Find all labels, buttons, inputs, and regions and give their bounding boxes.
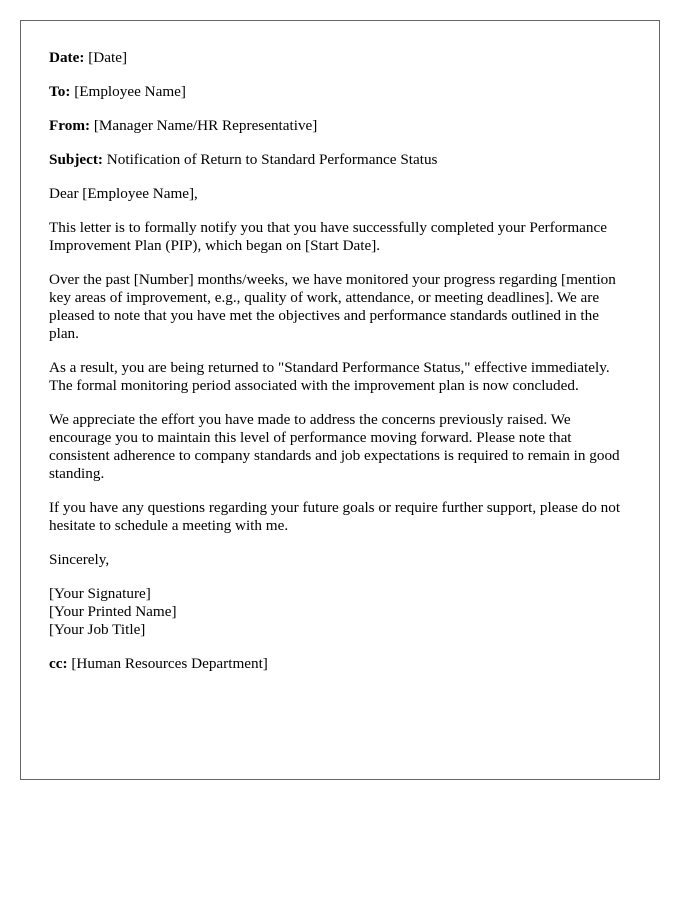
date-value: [Date] xyxy=(84,49,128,66)
salutation: Dear [Employee Name], xyxy=(49,185,198,202)
body-paragraph-3: As a result, you are being returned to "Standard Performance Status," effective immediately. The formal monitoring period associated with the improvement plan is now concluded. xyxy=(49,359,610,394)
body-paragraph-1: This letter is to formally notify you that you have successfully completed your Performance Improvement Plan (PIP), which began on [Start Date]. xyxy=(49,219,607,254)
subject-line xyxy=(49,151,631,169)
from-line xyxy=(49,117,631,135)
to-line xyxy=(49,83,631,101)
signature-block xyxy=(49,585,631,639)
printed-name: [Your Printed Name] xyxy=(49,603,177,620)
cc-value: [Human Resources Department] xyxy=(67,655,268,672)
subject-value: Notification of Return to Standard Performance Status xyxy=(103,151,438,168)
from-label: From: xyxy=(49,117,91,134)
job-title: [Your Job Title] xyxy=(49,621,146,638)
from-value: [Manager Name/HR Representative] xyxy=(90,117,318,134)
body-paragraph-4: We appreciate the effort you have made to address the concerns previously raised. We encourage you to maintain this level of performance moving forward. Please note that consistent adherence to company standards and job expectations is required to remain in good standing. xyxy=(49,411,620,482)
to-label: To: xyxy=(49,83,71,100)
date-line xyxy=(49,49,631,67)
body-paragraph-2: Over the past [Number] months/weeks, we have monitored your progress regarding [mention key areas of improvement, e.g., quality of work, attendance, or meeting deadlines]. We are pleased to note that you have met the objectives and performance standards outlined in the plan. xyxy=(49,271,616,342)
subject-label: Subject: xyxy=(49,151,103,168)
signature-placeholder: [Your Signature] xyxy=(49,585,151,602)
cc-label: cc: xyxy=(49,655,68,672)
letter-document xyxy=(20,20,660,780)
closing: Sincerely, xyxy=(49,551,110,568)
body-paragraph-5: If you have any questions regarding your future goals or require further support, please do not hesitate to schedule a meeting with me. xyxy=(49,499,621,534)
cc-line xyxy=(49,655,631,673)
date-label: Date: xyxy=(49,49,85,66)
to-value: [Employee Name] xyxy=(70,83,186,100)
